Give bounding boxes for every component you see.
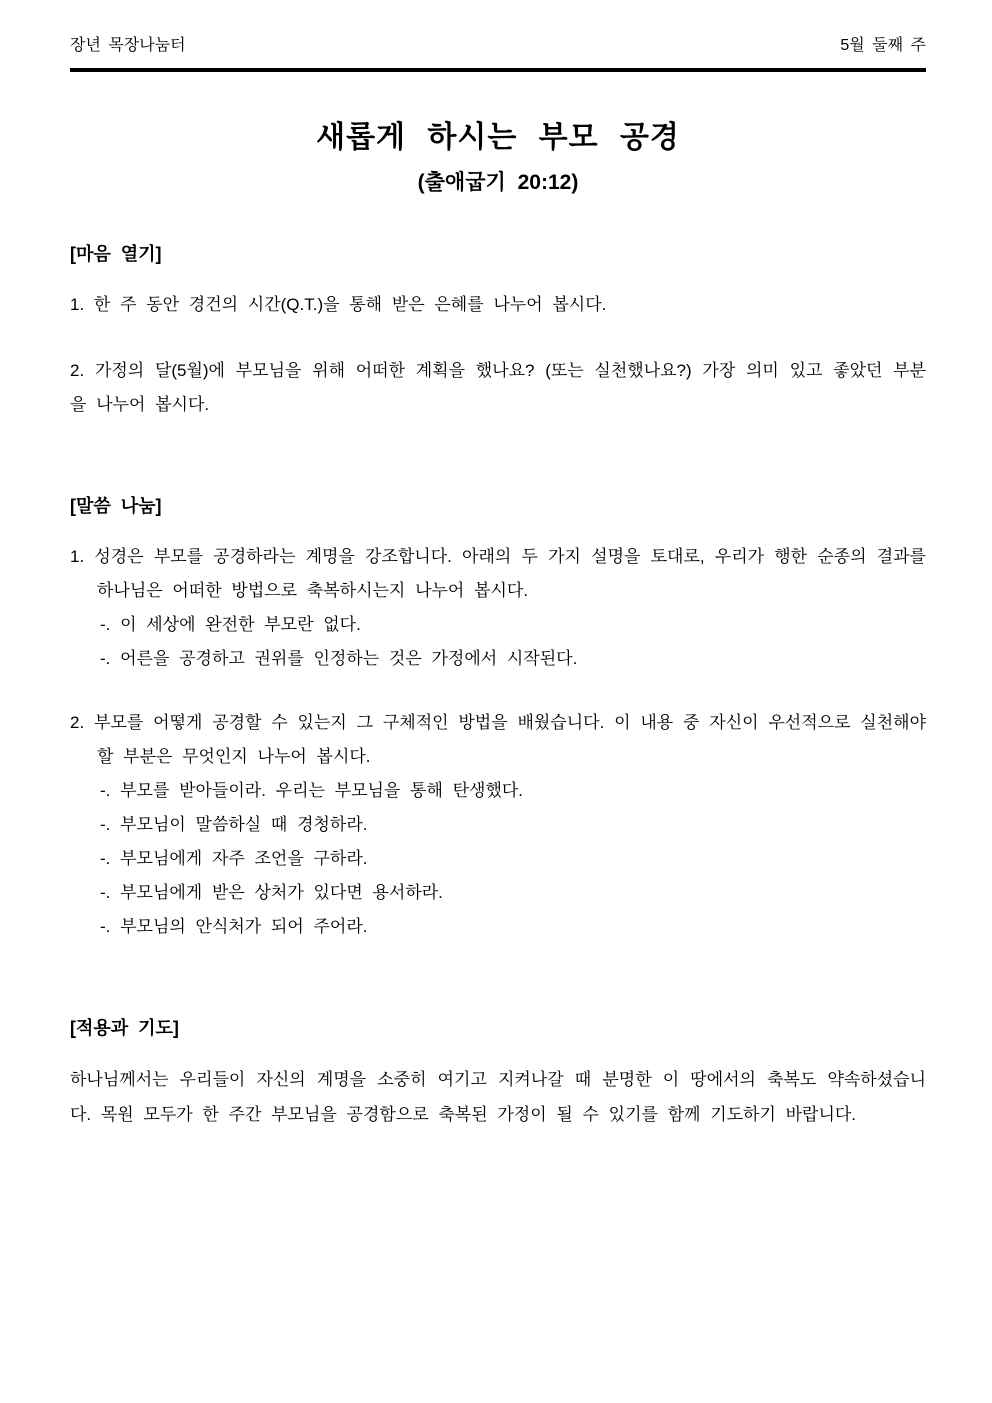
header-right-text: 5월 둘째 주 (840, 37, 926, 54)
section-heading-application-prayer: [적용과 기도] (70, 1018, 179, 1038)
item-text: 한 주 동안 경건의 시간(Q.T.)을 통해 받은 은혜를 나누어 봅시다. (93, 295, 607, 314)
item-number: 1. (70, 295, 85, 314)
section-mind-opening (70, 240, 926, 422)
item-number: 1. (70, 547, 85, 566)
bullet-item: -. 어른을 공경하고 권위를 인정하는 것은 가정에서 시작된다. (100, 649, 578, 668)
discussion-item (70, 288, 926, 322)
scripture-reference: (출애굽기 20:12) (417, 171, 579, 194)
discussion-item (70, 354, 926, 422)
section-heading-word-sharing: [말씀 나눔] (70, 496, 162, 516)
item-text: 성경은 부모를 공경하라는 계명을 강조합니다. 아래의 두 가지 설명을 토대로, 우리가 행한 순종의 결과를 하나님은 어떠한 방법으로 축복하시는지 나누어 봅시다. (94, 547, 926, 600)
bullet-item: -. 부모님이 말씀하실 때 경청하라. (100, 815, 368, 834)
bullet-list (70, 608, 926, 676)
item-text: 가정의 달(5월)에 부모님을 위해 어떠한 계획을 했나요? (또는 실천했나요?) 가장 의미 있고 좋았던 부분을 나누어 봅시다. (70, 361, 926, 414)
page-title: 새롭게 하시는 부모 공경 (316, 121, 680, 154)
section-application-prayer (70, 1014, 926, 1132)
header-left-text: 장년 목장나눔터 (70, 37, 186, 54)
discussion-item (70, 706, 926, 774)
discussion-item (70, 540, 926, 608)
bullet-item: -. 부모님에게 받은 상처가 있다면 용서하라. (100, 883, 443, 902)
bullet-item: -. 이 세상에 완전한 부모란 없다. (100, 615, 361, 634)
bullet-item: -. 부모님에게 자주 조언을 구하라. (100, 849, 368, 868)
item-number: 2. (70, 361, 85, 380)
page-header (70, 36, 926, 72)
item-text: 부모를 어떻게 공경할 수 있는지 그 구체적인 방법을 배웠습니다. 이 내용 중 자신이 우선적으로 실천해야 할 부분은 무엇인지 나누어 봅시다. (94, 713, 926, 766)
section-word-sharing (70, 492, 926, 944)
closing-paragraph: 하나님께서는 우리들이 자신의 계명을 소중히 여기고 지켜나갈 때 분명한 이 땅에서의 축복도 약속하셨습니다. 목원 모두가 한 주간 부모님을 공경함으로 축복된 가정이 될 수 있기를 함께 기도하기 바랍니다. (70, 1070, 926, 1124)
bullet-item: -. 부모님의 안식처가 되어 주어라. (100, 917, 368, 936)
bullet-list (70, 774, 926, 944)
section-heading-mind-opening: [마음 열기] (70, 244, 162, 264)
item-number: 2. (70, 713, 85, 732)
bullet-item: -. 부모를 받아들이라. 우리는 부모님을 통해 탄생했다. (100, 781, 524, 800)
